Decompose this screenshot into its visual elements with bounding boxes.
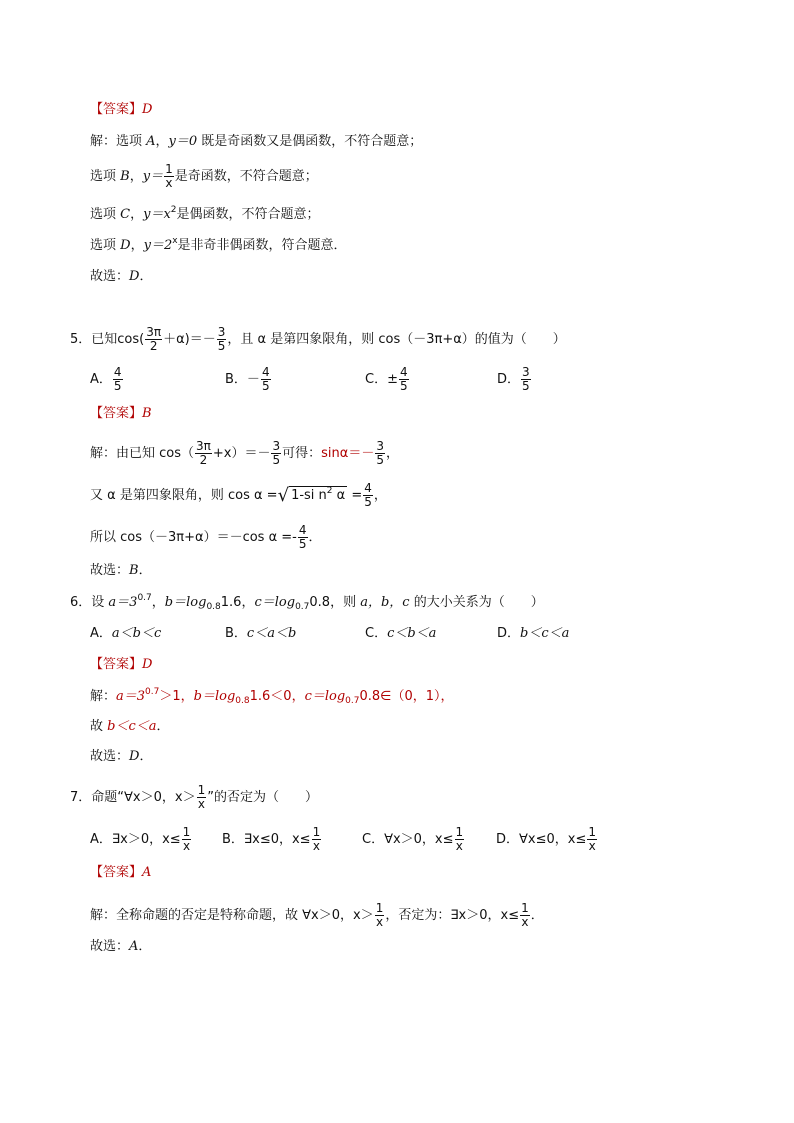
sqrt-symbol: √ xyxy=(277,485,290,506)
question-6-stem: 6．设 $a=3^{0.7}$，$b=\log_{0.8}1.6$，$c=\log_{0.7}0.8$，则 a，b，c 的大小关系为（ ） xyxy=(70,593,544,612)
q5-option-d[interactable]: D． $\frac{3}{5}$ xyxy=(497,365,530,393)
solution-line: 解：由已知 cos（ $\frac{3\pi}{2}$ +x）＝－ $\frac{3}{5}$ 可得：sinα＝－ $\frac{3}{5}$ ， xyxy=(90,439,399,467)
fraction: $\frac{1}{x}$ xyxy=(165,162,173,190)
conclusion-line: 故选：B． xyxy=(90,563,152,578)
q6-option-b[interactable]: B．c＜a＜b xyxy=(225,626,297,641)
answer-line-q6: 【答案】D xyxy=(90,657,153,672)
solution-line: 选项 B，y＝ $\frac{1}{x}$ 是奇函数，不符合题意； xyxy=(90,162,318,190)
q5-option-b[interactable]: B．－ $\frac{4}{5}$ xyxy=(225,365,270,393)
conclusion-line: 故选：A． xyxy=(90,939,152,954)
solution-line: 又 α 是第四象限角，则 cos α =√ 1-si $n^2$ α = $\frac{4}{5}$ ， xyxy=(90,481,387,509)
q7-option-a[interactable]: A．∃x＞0，x≤ $\frac{1}{x}$ xyxy=(90,825,191,853)
question-7-stem: 7．命题“∀x＞0，x＞ $\frac{1}{x}$ ”的否定为（ ） xyxy=(70,783,318,811)
conclusion-line: 故选：D． xyxy=(90,269,153,284)
answer-line-q4 xyxy=(90,101,152,119)
solution-line: 故 b＜c＜a． xyxy=(90,719,170,734)
q6-option-c[interactable]: C．c＜b＜a xyxy=(365,626,437,641)
solution-line: 解：选项 A，y＝0 既是奇函数又是偶函数，不符合题意； xyxy=(90,134,423,149)
conclusion-line: 故选：D． xyxy=(90,749,153,764)
answer-line-q5: 【答案】B xyxy=(90,406,152,421)
q6-option-d[interactable]: D．b＜c＜a xyxy=(497,626,570,641)
question-5-stem: 5．已知cos( $\frac{3\pi}{2}$ ＋α)＝－ $\frac{3}{5}$ ，且 α 是第四象限角，则 cos（－3π+α）的值为（ ） xyxy=(70,325,566,353)
solution-line: 解：全称命题的否定是特称命题，故 ∀x＞0，x＞ $\frac{1}{x}$ ，否定为：∃x＞0，x≤ $\frac{1}{x}$ ． xyxy=(90,901,544,929)
solution-line: 解：$a=3^{0.7}>1$，$b=\log_{0.8}1.6<0$，$c=\log_{0.7}0.8\in(0$，1）， xyxy=(90,687,454,706)
q7-option-d[interactable]: D．∀x≤0，x≤ $\frac{1}{x}$ xyxy=(496,825,596,853)
solution-line: 选项 C，$y=x^2$是偶函数，不符合题意； xyxy=(90,205,320,222)
solution-line: 所以 cos（－3π+α）＝－cos α =- $\frac{4}{5}$ ． xyxy=(90,523,322,551)
solution-line: 选项 D，$y=2^x$是非奇非偶函数，符合题意． xyxy=(90,236,347,253)
q7-option-b[interactable]: B．∃x≤0，x≤ $\frac{1}{x}$ xyxy=(222,825,321,853)
q5-option-a[interactable]: A． $\frac{4}{5}$ xyxy=(90,365,122,393)
answer-value: D xyxy=(142,102,153,117)
answer-tag: 【答案】 xyxy=(90,102,143,117)
q5-option-c[interactable]: C．± $\frac{4}{5}$ xyxy=(365,365,408,393)
q6-option-a[interactable]: A．a＜b＜c xyxy=(90,626,162,641)
fraction: $\frac{3\pi}{2}$ xyxy=(146,325,162,353)
q7-option-c[interactable]: C．∀x＞0，x≤ $\frac{1}{x}$ xyxy=(362,825,464,853)
fraction: $\frac{3}{5}$ xyxy=(217,325,226,353)
answer-line-q7: 【答案】A xyxy=(90,865,152,880)
